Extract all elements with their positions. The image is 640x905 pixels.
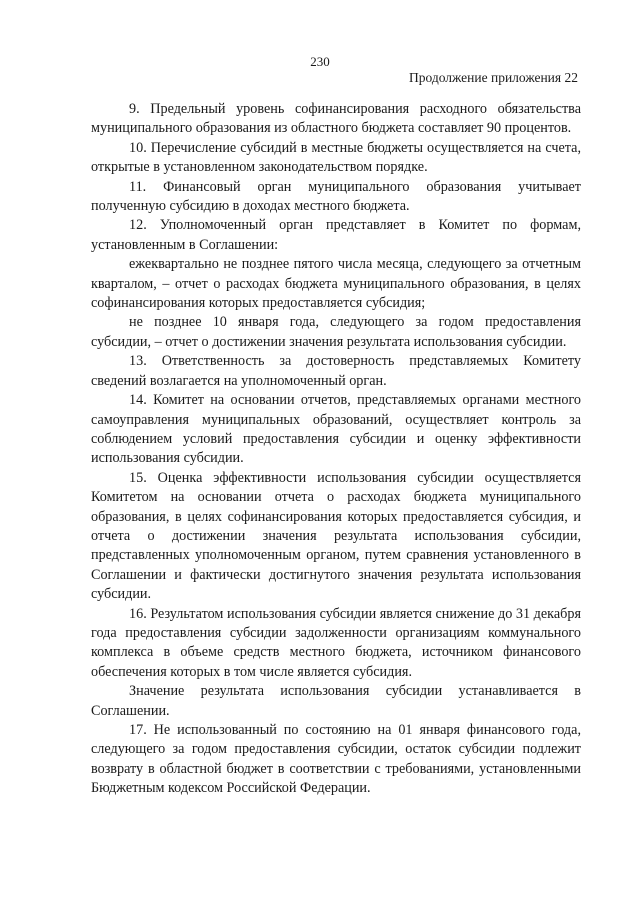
appendix-label: Продолжение приложения 22 <box>408 70 578 85</box>
page-number: 230 <box>310 54 330 69</box>
paragraph-13: 13. Ответственность за достоверность представляемых Комитету сведений возлагается на уполномоченный орган. <box>91 353 581 389</box>
paragraph-9: 9. Предельный уровень софинансирования расходного обязательства муниципального образования из областного бюджета составляет 90 процентов. <box>91 101 581 137</box>
paragraph-14: 14. Комитет на основании отчетов, представляемых органами местного самоуправления муниципальных образований, осуществляет контроль за соблюдением условий предоставления субсидии и оценку эффективности использования субсидии. <box>91 392 581 467</box>
paragraph-12-item-annual: не позднее 10 января года, следующего за годом предоставления субсидии, – отчет о достижении значения результата использования субсидии. <box>91 314 581 350</box>
document-body <box>91 100 581 799</box>
paragraph-17: 17. Не использованный по состоянию на 01 января финансового года, следующего за годом предоставления субсидии, остаток субсидии подлежит возврату в областной бюджет в соответствии с требованиями, установленными Бюджетным кодексом Российской Федерации. <box>91 722 581 797</box>
paragraph-12: 12. Уполномоченный орган представляет в Комитет по формам, установленным в Соглашении: <box>91 217 581 253</box>
paragraph-16: 16. Результатом использования субсидии является снижение до 31 декабря года предоставления субсидии задолженности организациям коммунального комплекса в объеме средств местного бюджета, источником финансового обеспечения которых в том числе является субсидия. <box>91 605 581 680</box>
paragraph-16-result-value: Значение результата использования субсидии устанавливается в Соглашении. <box>91 683 581 719</box>
paragraph-11: 11. Финансовый орган муниципального образования учитывает полученную субсидию в доходах местного бюджета. <box>91 178 581 215</box>
paragraph-15: 15. Оценка эффективности использования субсидии осуществляется Комитетом на основании отчета о расходах бюджета муниципального образования, в целях софинансирования которых предоставляется субсидия, и отчета о достижении значения результата использования субсидии, представленных уполномоченным органом, путем сравнения установленного в Соглашении и фактически достигнутого значения результата использования субсидии. <box>91 469 581 603</box>
paragraph-12-item-quarterly: ежеквартально не позднее пятого числа месяца, следующего за отчетным кварталом, – отчет о расходах бюджета муниципального образования, в целях софинансирования которых предоставляется субсидия; <box>91 256 581 312</box>
paragraph-10: 10. Перечисление субсидий в местные бюджеты осуществляется на счета, открытые в установленном законодательством порядке. <box>91 139 581 176</box>
